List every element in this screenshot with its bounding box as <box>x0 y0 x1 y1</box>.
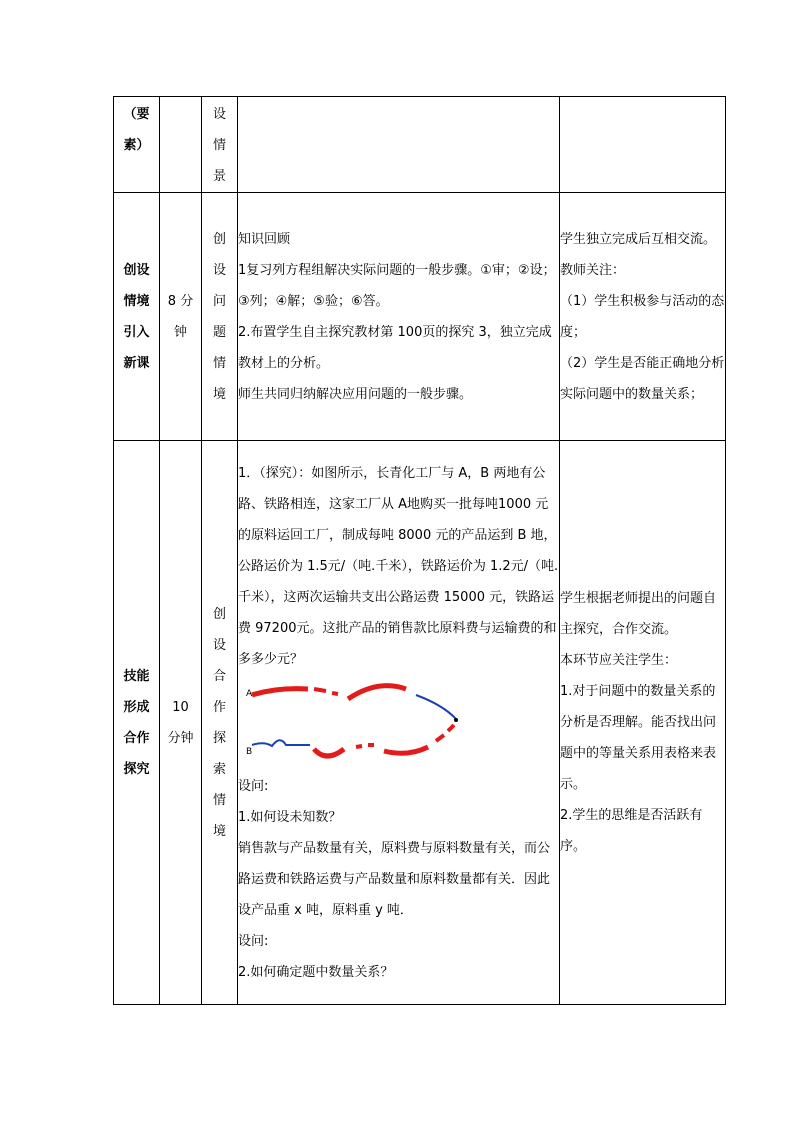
method-char: 合 <box>212 668 226 684</box>
stage-cell <box>114 97 160 193</box>
note-paragraph: 1.对于问题中的数量关系的分析是否理解。能否找出问题中的等量关系用表格来表示。 <box>560 684 717 792</box>
table-row-intro <box>114 193 726 441</box>
method-char: 境 <box>212 386 226 402</box>
note-paragraph: 学生根据老师提出的问题自主探究，合作交流。 <box>560 591 717 637</box>
content-paragraph: 2.布置学生自主探究教材第 100页的探究 3，独立完成教材上的分析。 <box>238 324 552 371</box>
note-paragraph: 本环节应关注学生： <box>560 653 678 668</box>
stage-text: 情境 <box>123 293 150 309</box>
road-line-left <box>252 740 310 746</box>
method-char: 情 <box>212 355 226 371</box>
time-cell <box>160 193 202 441</box>
method-char: 设 <box>212 107 226 122</box>
railway-arc-top <box>348 685 406 698</box>
content-cell <box>238 441 560 1005</box>
railway-dash <box>436 725 454 741</box>
question-line: 2.如何确定题中数量关系？ <box>238 964 394 980</box>
stage-cell <box>114 193 160 441</box>
content-cell <box>238 97 560 193</box>
stage-cell <box>114 441 160 1005</box>
time-text: 钟 <box>173 324 187 340</box>
note-paragraph: （1）学生积极参与活动的态度； <box>560 293 725 340</box>
method-char: 作 <box>212 699 226 715</box>
time-cell <box>160 441 202 1005</box>
point-b-label: B <box>246 746 253 757</box>
method-char: 索 <box>212 761 226 777</box>
method-char: 创 <box>212 606 226 622</box>
railway-line-top <box>252 688 308 694</box>
stage-text: 引入 <box>123 324 150 340</box>
method-cell <box>202 97 238 193</box>
stage-text: 技能 <box>123 668 150 684</box>
content-paragraph: 师生共同归纳解决应用问题的一般步骤。 <box>238 386 473 402</box>
railway-line-bottom <box>384 747 428 753</box>
stage-text: 创设 <box>123 262 150 278</box>
stage-text: 形成 <box>123 699 150 715</box>
transport-route-diagram <box>238 679 478 769</box>
problem-text: 1．（探究）：如图所示，长青化工厂与 A，B 两地有公路、铁路相连，这家工厂从 A地购买一批每吨1000 元的原料运回工厂，制成每吨 8000 元的产品运到 B 地，公路运价为 1.5元/（吨.千米），铁路运价为 1.2元/（吨.千米），这两次运输共支出公路运费 15000 元，铁路运费 97200元。这批产品的销售款比原料费与运输费的和多多少元？ <box>238 465 559 667</box>
method-char: 问 <box>212 293 226 309</box>
method-char: 题 <box>212 324 226 340</box>
time-cell <box>160 97 202 193</box>
stage-text: （要 <box>123 107 150 122</box>
table-row-explore <box>114 441 726 1005</box>
method-char: 设 <box>212 637 226 653</box>
method-char: 情 <box>212 792 226 808</box>
method-cell <box>202 193 238 441</box>
method-char: 境 <box>212 823 226 839</box>
note-paragraph: 学生独立完成后互相交流。 <box>560 231 717 247</box>
table-row-header <box>114 97 726 193</box>
question-line: 销售款与产品数量有关，原料费与原料数量有关，而公路运费和铁路运费与产品数量和原料数量都有关．因此设产品重 x 吨，原料重 y 吨． <box>238 840 551 918</box>
question-line: 1.如何设未知数？ <box>238 809 342 825</box>
content-paragraph: 1复习列方程组解决实际问题的一般步骤。①审；②设；③列；④解；⑤验；⑥答。 <box>238 262 556 309</box>
lesson-plan-table <box>113 96 726 1005</box>
stage-text: 探究 <box>123 761 150 777</box>
time-text: 8 分 <box>167 293 194 309</box>
point-a-label: A <box>246 688 253 699</box>
note-paragraph: 教师关注： <box>560 262 626 278</box>
railway-dash <box>356 745 374 747</box>
note-cell <box>560 441 726 1005</box>
content-paragraph: 知识回顾 <box>238 231 291 247</box>
railway-arc-bottom <box>314 749 344 756</box>
railway-dash <box>314 689 338 694</box>
note-cell <box>560 193 726 441</box>
note-paragraph: （2）学生是否能正确地分析实际问题中的数量关系； <box>560 355 725 402</box>
factory-point <box>454 718 458 722</box>
stage-text: 素） <box>123 138 150 153</box>
method-char: 设 <box>212 262 226 278</box>
time-text: 10 <box>172 699 189 715</box>
question-line: 设问: <box>238 778 269 794</box>
road-line-right <box>416 695 456 719</box>
method-cell <box>202 441 238 1005</box>
note-paragraph: 2.学生的思维是否活跃有序。 <box>560 808 703 854</box>
stage-text: 新课 <box>123 355 150 371</box>
question-line: 设问: <box>238 933 269 949</box>
method-char: 景 <box>212 169 226 184</box>
method-char: 情 <box>212 138 226 153</box>
note-cell <box>560 97 726 193</box>
method-char: 创 <box>212 231 226 247</box>
content-cell <box>238 193 560 441</box>
method-char: 探 <box>212 730 226 746</box>
time-text: 分钟 <box>167 730 194 746</box>
stage-text: 合作 <box>123 730 150 746</box>
